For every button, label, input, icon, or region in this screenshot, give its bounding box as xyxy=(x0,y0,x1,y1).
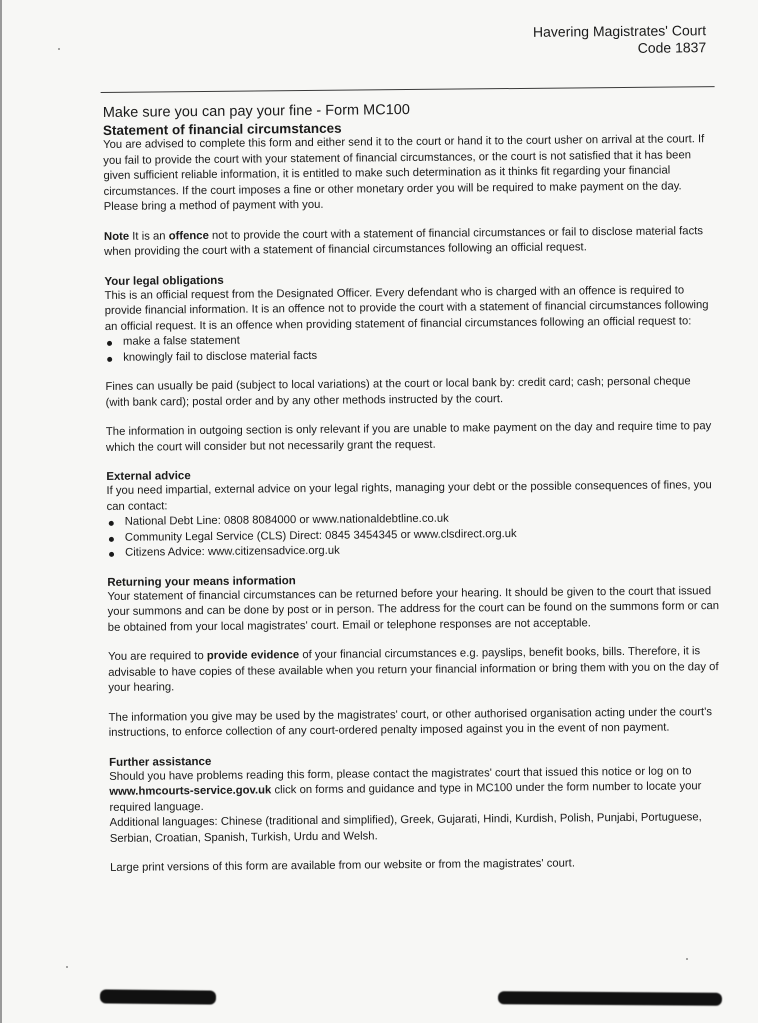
external-paragraph: If you need impartial, external advice on your legal rights, managing your debt or the possible consequences of fines, you can contact: xyxy=(106,479,712,513)
redaction-mark-left xyxy=(100,989,216,1004)
bullet-icon xyxy=(109,521,114,526)
legal-paragraph: This is an official request from the Designated Officer. Every defendant who is charged with an offence is required to provide financial information. It is an offence not to provide the court with a statement of financial circumstances following an official request. It is an offence when providing statement of financial circumstances following an official request to: xyxy=(104,283,709,333)
intro-paragraph: You are advised to complete this form and either send it to the court or hand it to the court usher on arrival at the court. If you fail to provide the court with your statement of financial circumstances, or the court is not satisfied that it has been given sufficient reliable information, it is entitled to make such determination as it thinks fit regarding your financial circumstances. If the court imposes a fine or other monetary order you will be required to make payment on the day. Please bring a method of payment with you. xyxy=(103,133,705,213)
court-code: Code 1837 xyxy=(637,39,707,56)
external-bullets xyxy=(107,509,719,561)
court-name: Havering Magistrates' Court xyxy=(532,22,707,40)
evidence-text-b: of your financial circumstances e.g. payslips, benefit books, bills. Therefore, it is advisable to have copies of these available when you return your financial information or bring them with you on the day of your hearing. xyxy=(108,645,719,694)
note-lead: Note xyxy=(103,230,130,243)
languages-paragraph: Additional languages: Chinese (traditional and simplified), Greek, Gujarati, Hindi, Kurdish, Polish, Punjabi, Portuguese, Serbian, Croatian, Spanish, Turkish, Urdu and Welsh. xyxy=(109,811,702,845)
returning-paragraph: Your statement of financial circumstances can be returned before your hearing. It should be given to the court that issued your summons and can be done by post or in person. The address for the court can be found on the summons form or can be obtained from your local magistrates' court. Email or telephone responses are not acceptable. xyxy=(107,584,720,634)
further-heading: Further assistance xyxy=(108,755,212,769)
returning-heading: Returning your means information xyxy=(107,574,296,589)
list-item-text: Citizens Advice: www.citizensadvice.org.uk xyxy=(124,544,340,559)
scan-speck xyxy=(58,48,60,50)
list-item-text: knowingly fail to disclose material facts xyxy=(123,349,318,364)
evidence-text-a: You are required to xyxy=(107,649,207,663)
info-use-paragraph: The information you give may be used by the magistrates' court, or other authorised organisation acting under the court's instructions, to enforce collection of any court-ordered penalty imposed against you in the event of non payment. xyxy=(108,705,713,739)
list-item-text: make a false statement xyxy=(122,334,240,348)
scan-speck xyxy=(686,958,688,960)
scan-speck xyxy=(66,966,68,968)
evidence-bold: provide evidence xyxy=(206,649,300,662)
large-print-paragraph: Large print versions of this form are available from our website or from the magistrates' court. xyxy=(110,857,576,874)
hmcourts-link: www.hmcourts-service.gov.uk xyxy=(109,784,272,798)
redaction-mark-right xyxy=(498,991,722,1006)
statement-heading: Statement of financial circumstances xyxy=(102,120,342,138)
further-text-a: Should you have problems reading this form, please contact the magistrates' court that issued this notice or log on to xyxy=(109,764,692,783)
court-header xyxy=(98,22,706,62)
form-title: Make sure you can pay your fine - Form MC100 xyxy=(102,102,410,121)
bullet-icon xyxy=(107,356,112,361)
note-text-b: not to provide the court with a statement of financial circumstances or fail to disclose material facts when providing the court with a statement of financial circumstances following an official request. xyxy=(104,224,704,258)
list-item-text: Community Legal Service (CLS) Direct: 0845 3454345 or www.clsdirect.org.uk xyxy=(124,527,517,544)
bullet-icon xyxy=(109,536,114,541)
note-paragraph xyxy=(104,224,716,261)
further-paragraph xyxy=(109,764,721,816)
document-content xyxy=(98,22,722,890)
legal-bullets xyxy=(105,329,717,366)
bullet-icon xyxy=(109,552,114,557)
external-heading: External advice xyxy=(106,470,191,483)
list-item-text: National Debt Line: 0808 8084000 or www.nationaldebtline.co.uk xyxy=(124,512,449,528)
note-text-a: It is an xyxy=(129,229,169,243)
legal-heading: Your legal obligations xyxy=(104,274,224,288)
evidence-paragraph xyxy=(108,644,720,696)
header-divider xyxy=(101,86,715,93)
further-text-b: click on forms and guidance and type in MC100 under the form number to locate your required language. xyxy=(109,780,702,814)
fines-payment-paragraph: Fines can usually be paid (subject to local variations) at the court or local bank by: credit card; cash; personal cheque (with bank card); postal order and by any other methods instructed by the court. xyxy=(105,375,691,409)
note-offence: offence xyxy=(168,229,209,242)
outgoing-paragraph: The information in outgoing section is only relevant if you are unable to make payment on the day and require time to pay which the court will consider but not necessarily grant the request. xyxy=(105,420,712,454)
bullet-icon xyxy=(107,341,112,346)
